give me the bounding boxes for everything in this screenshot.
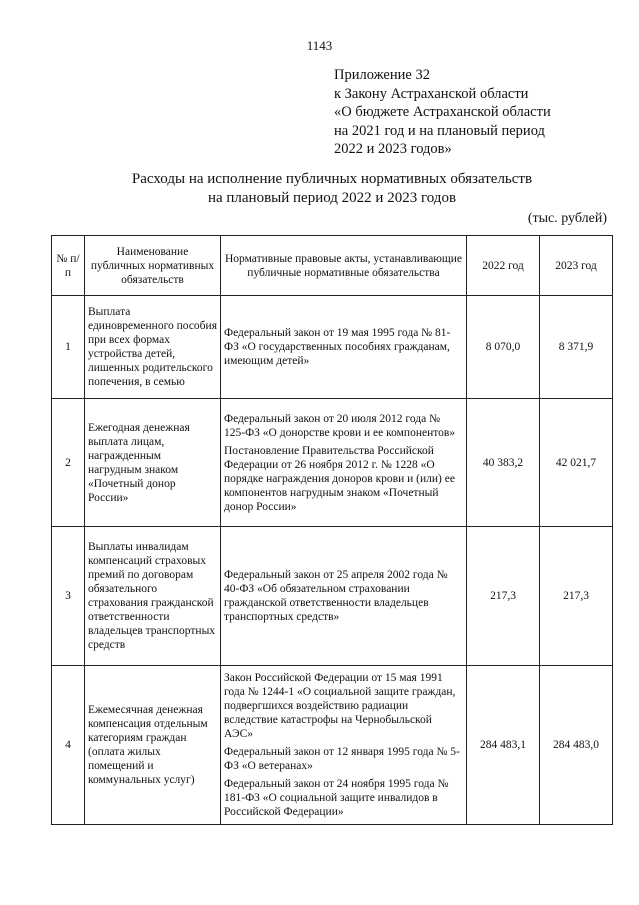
appendix-line: 2022 и 2023 годов» xyxy=(334,141,452,157)
table-row xyxy=(52,666,613,825)
amount-2023: 284 483,0 xyxy=(540,666,613,825)
row-number: 3 xyxy=(52,527,85,666)
units-label: (тыс. рублей) xyxy=(527,211,607,226)
table-row xyxy=(52,399,613,527)
legal-act: Федеральный закон от 12 января 1995 года № 5-ФЗ «О ветеранах» xyxy=(224,746,460,772)
expenditure-table xyxy=(51,235,613,825)
appendix-line: «О бюджете Астраханской области xyxy=(334,104,551,120)
obligation-name: Выплаты инвалидам компенсаций страховых премий по договорам обязательного страхования гражданской ответственности владельцев транспортных средств xyxy=(85,527,221,666)
legal-act: Федеральный закон от 24 ноября 1995 года № 181-ФЗ «О социальной защите инвалидов в Российской Федерации» xyxy=(224,778,449,818)
appendix-line: к Закону Астраханской области xyxy=(334,85,529,102)
obligation-name: Ежегодная денежная выплата лицам, награжденным нагрудным знаком «Почетный донор России» xyxy=(85,399,221,527)
amount-2023: 42 021,7 xyxy=(540,399,613,527)
header-2023: 2023 год xyxy=(540,236,613,296)
title-line-2: на плановый период 2022 и 2023 годов xyxy=(207,190,457,206)
header-acts: Нормативные правовые акты, устанавливающие публичные нормативные обязательства xyxy=(221,236,467,296)
table-row xyxy=(52,527,613,666)
legal-acts xyxy=(221,666,467,825)
appendix-line: Приложение 32 xyxy=(334,67,430,83)
amount-2022: 284 483,1 xyxy=(467,666,540,825)
legal-acts xyxy=(221,296,467,399)
appendix-header xyxy=(334,66,551,159)
amount-2023: 217,3 xyxy=(540,527,613,666)
document-title xyxy=(0,170,639,208)
row-number: 2 xyxy=(52,399,85,527)
legal-act: Федеральный закон от 20 июля 2012 года № 125-ФЗ «О донорстве крови и ее компонентов» xyxy=(224,412,456,439)
row-number: 1 xyxy=(52,296,85,399)
legal-act: Закон Российской Федерации от 15 мая 1991 года № 1244-1 «О социальной защите граждан, подвергшихся воздействию радиации вследствие катастрофы на Чернобыльской АЭС» xyxy=(224,672,456,740)
table-header-row xyxy=(52,236,613,296)
amount-2023: 8 371,9 xyxy=(540,296,613,399)
title-line-1: Расходы на исполнение публичных нормативных обязательств xyxy=(131,171,533,187)
amount-2022: 40 383,2 xyxy=(467,399,540,527)
legal-act: Постановление Правительства Российской Федерации от 26 ноября 2012 г. № 1228 «О порядке награждения доноров крови и (или) ее компонентов нагрудным знаком «Почетный донор России» xyxy=(224,444,455,513)
amount-2022: 217,3 xyxy=(467,527,540,666)
appendix-line: на 2021 год и на плановый период xyxy=(334,122,545,139)
obligation-name: Ежемесячная денежная компенсация отдельным категориям граждан (оплата жилых помещений и коммунальных услуг) xyxy=(85,666,221,825)
table-row xyxy=(52,296,613,399)
header-num: № п/п xyxy=(52,236,85,296)
header-2022: 2022 год xyxy=(467,236,540,296)
header-name: Наименование публичных нормативных обязательств xyxy=(85,236,221,296)
legal-acts xyxy=(221,399,467,527)
legal-acts xyxy=(221,527,467,666)
row-number: 4 xyxy=(52,666,85,825)
legal-act: Федеральный закон от 25 апреля 2002 года № 40-ФЗ «Об обязательном страховании гражданской ответственности владельцев транспортных средств» xyxy=(224,569,448,623)
amount-2022: 8 070,0 xyxy=(467,296,540,399)
legal-act: Федеральный закон от 19 мая 1995 года № 81-ФЗ «О государственных пособиях гражданам, имеющим детей» xyxy=(224,327,451,367)
obligation-name: Выплата единовременного пособия при всех формах устройства детей, лишенных родительского попечения, в семью xyxy=(85,296,221,399)
page-number: 1143 xyxy=(306,38,333,53)
